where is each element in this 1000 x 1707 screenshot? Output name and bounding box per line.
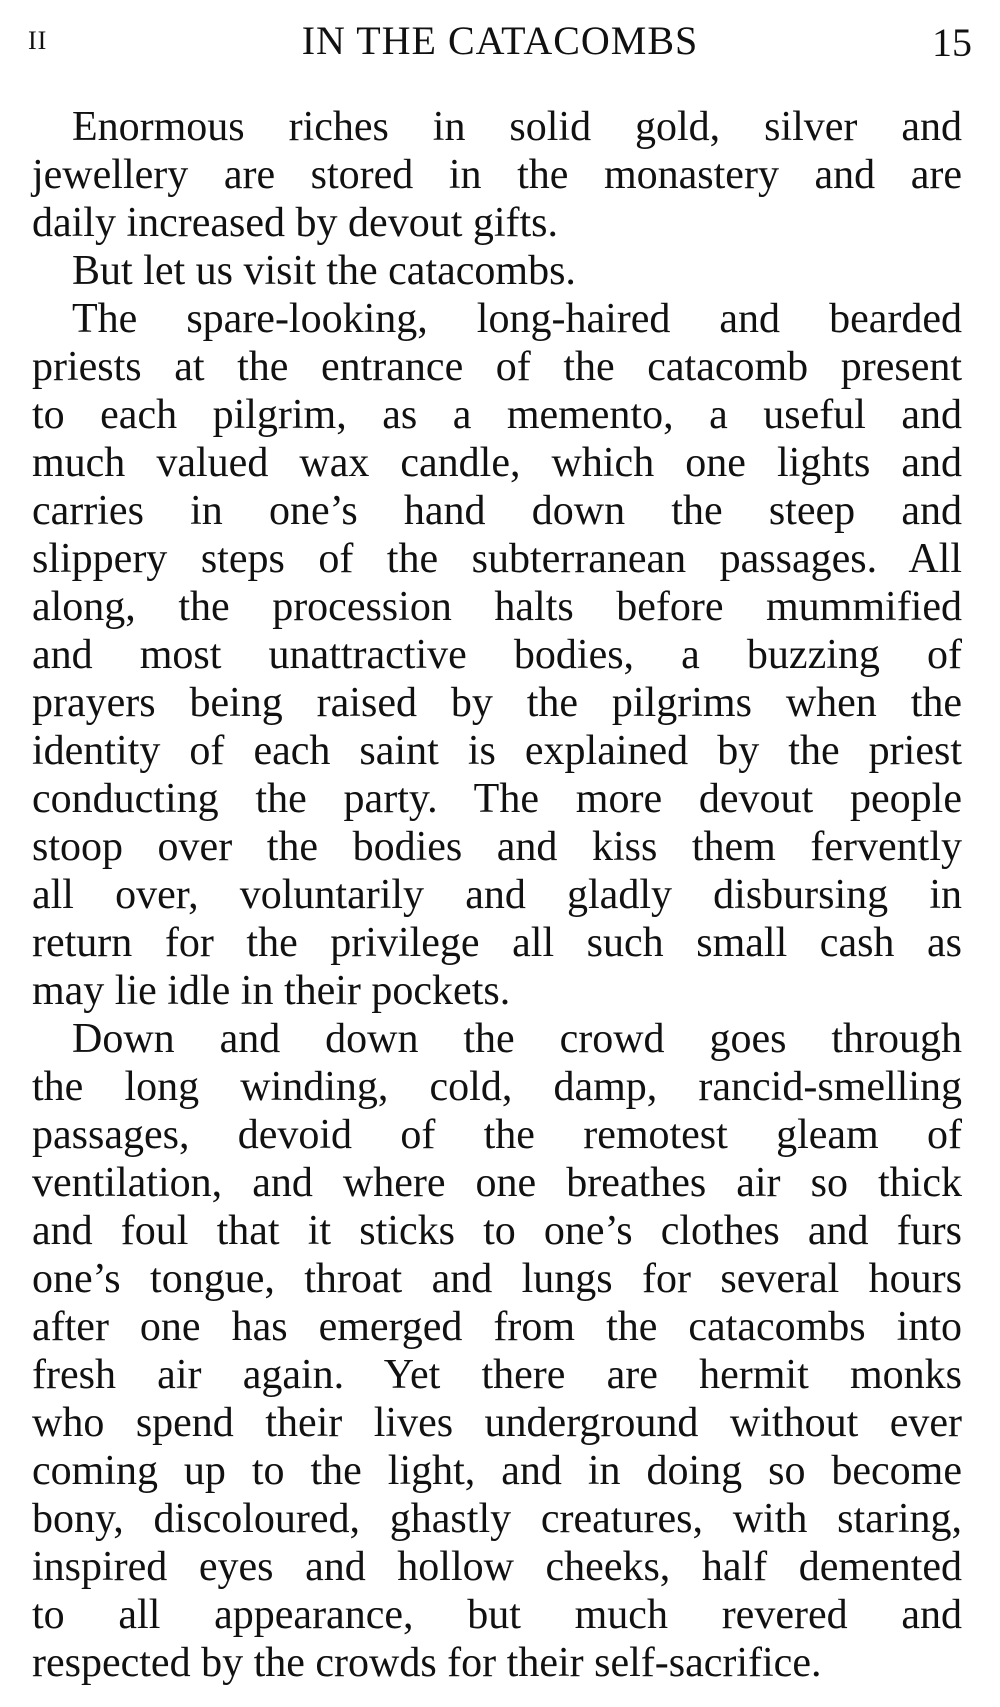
text-line: ventilation, and where one breathes air so thick — [32, 1160, 962, 1206]
text-line: to each pilgrim, as a memento, a useful and — [32, 392, 962, 438]
text-line: priests at the entrance of the catacomb present — [32, 344, 962, 390]
text-line: Enormous riches in solid gold, silver and — [72, 104, 962, 150]
text-line: and most unattractive bodies, a buzzing of — [32, 632, 962, 678]
text-line: coming up to the light, and in doing so become — [32, 1448, 962, 1494]
paragraph — [32, 247, 962, 295]
text-line: respected by the crowds for their self-sacrifice. — [32, 1640, 822, 1686]
text-line: much valued wax candle, which one lights and — [32, 440, 962, 486]
paragraph — [32, 103, 962, 247]
signature-mark: II — [28, 26, 48, 55]
text-line: conducting the party. The more devout people — [32, 776, 962, 822]
text-line: all over, voluntarily and gladly disbursing in — [32, 872, 962, 918]
text-line: fresh air again. Yet there are hermit monks — [32, 1352, 962, 1398]
text-line: and foul that it sticks to one’s clothes and furs — [32, 1208, 962, 1254]
text-line: But let us visit the catacombs. — [72, 248, 576, 294]
text-line: along, the procession halts before mummified — [32, 584, 962, 630]
running-title: IN THE CATACOMBS — [301, 18, 699, 63]
text-line: after one has emerged from the catacombs into — [32, 1304, 962, 1350]
text-line: one’s tongue, throat and lungs for several hours — [32, 1256, 962, 1302]
running-head — [28, 16, 972, 66]
text-line: prayers being raised by the pilgrims when the — [32, 680, 962, 726]
text-line: daily increased by devout gifts. — [32, 200, 559, 246]
text-line: inspired eyes and hollow cheeks, half demented — [32, 1544, 962, 1590]
body-text — [32, 103, 962, 1687]
paragraph — [32, 295, 962, 1015]
text-line: identity of each saint is explained by the priest — [32, 728, 962, 774]
paragraph — [32, 1015, 962, 1687]
text-line: return for the privilege all such small cash as — [32, 920, 962, 966]
text-line: may lie idle in their pockets. — [32, 968, 511, 1014]
text-line: carries in one’s hand down the steep and — [32, 488, 962, 534]
text-line: stoop over the bodies and kiss them fervently — [32, 824, 962, 870]
text-line: slippery steps of the subterranean passages. All — [32, 536, 962, 582]
text-line: The spare-looking, long-haired and bearded — [72, 296, 962, 342]
text-line: jewellery are stored in the monastery and are — [32, 152, 962, 198]
text-line: bony, discoloured, ghastly creatures, with staring, — [32, 1496, 962, 1542]
text-line: Down and down the crowd goes through — [72, 1016, 962, 1062]
text-line: who spend their lives underground without ever — [32, 1400, 962, 1446]
text-line: to all appearance, but much revered and — [32, 1592, 962, 1638]
page-number: 15 — [932, 20, 972, 65]
text-line: passages, devoid of the remotest gleam of — [32, 1112, 962, 1158]
text-line: the long winding, cold, damp, rancid-smelling — [32, 1064, 962, 1110]
